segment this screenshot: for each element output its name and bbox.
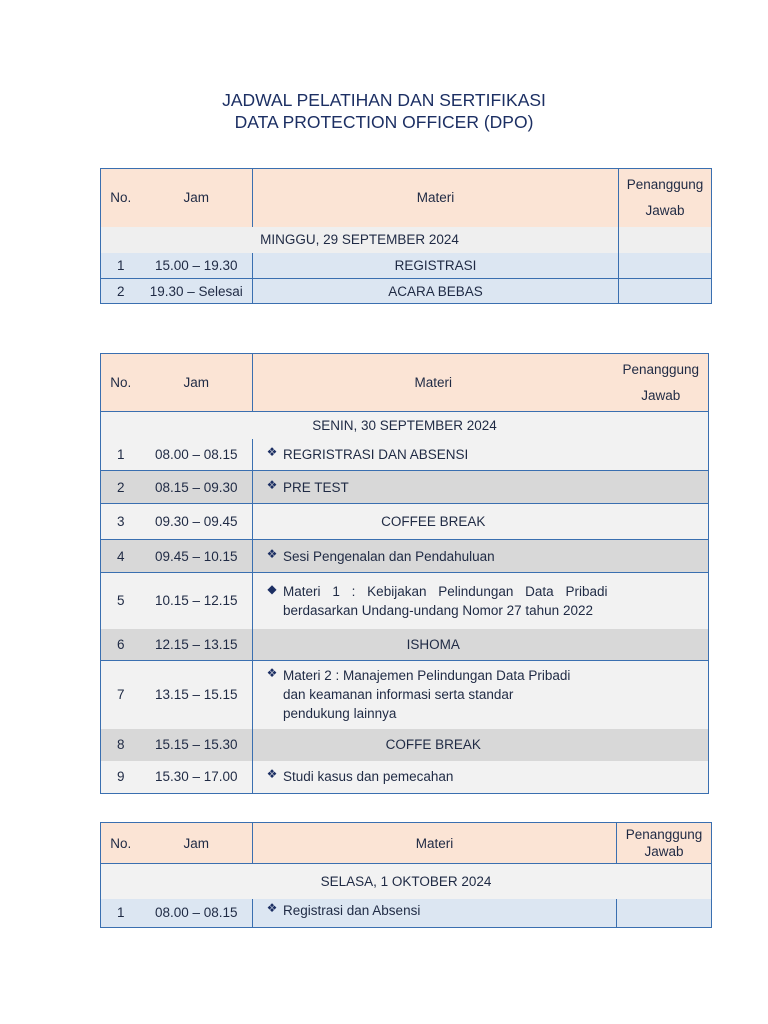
bullet-icon: ❖ [266, 444, 278, 459]
table-row: 2 19.30 – Selesai ACARA BEBAS [101, 279, 712, 304]
bullet-icon: ❖ [266, 477, 278, 492]
header-materi: Materi [253, 354, 614, 412]
table-row: 3 09.30 – 09.45 COFFEE BREAK [101, 504, 709, 540]
schedule-table-tuesday [100, 822, 712, 928]
bullet-icon: ❖ [266, 546, 278, 561]
bullet-icon: ❖ [266, 767, 278, 782]
table-row: 9 15.30 – 17.00 ❖ Studi kasus dan pemecahan [101, 761, 709, 794]
header-no: No. [101, 354, 141, 412]
table-row: 1 08.00 – 08.15 ❖ REGRISTRASI DAN ABSENSI [101, 439, 709, 471]
header-materi: Materi [253, 169, 619, 227]
bullet-icon: ❖ [266, 666, 278, 681]
header-jam: Jam [141, 169, 253, 227]
table-row: 1 15.00 – 19.30 REGISTRASI [101, 253, 712, 279]
bullet-icon: ❖ [266, 900, 278, 915]
header-jam: Jam [141, 823, 253, 864]
table-row: 4 09.45 – 10.15 ❖ Sesi Pengenalan dan Pendahuluan [101, 540, 709, 573]
day-label: SELASA, 1 OKTOBER 2024 [101, 864, 712, 899]
header-penanggung-jawab: Penanggung Jawab [617, 823, 712, 864]
header-materi: Materi [253, 823, 617, 864]
table-row: 2 08.15 – 09.30 ❖ PRE TEST [101, 471, 709, 504]
schedule-table-monday [100, 353, 709, 794]
table-row: 1 08.00 – 08.15 ❖ Registrasi dan Absensi [101, 899, 712, 928]
day-label: MINGGU, 29 SEPTEMBER 2024 [101, 227, 619, 253]
bullet-icon: ◆ [267, 581, 277, 596]
header-no: No. [101, 169, 141, 227]
document-title: JADWAL PELATIHAN DAN SERTIFIKASI [222, 90, 546, 110]
header-jam: Jam [141, 354, 253, 412]
table-row: 5 10.15 – 12.15 ◆ Materi 1 : Kebijakan Pelindungan Data Pribadi berdasarkan Undang-undang Nomor 27 tahun 2022 [101, 573, 709, 629]
day-label: SENIN, 30 SEPTEMBER 2024 [101, 412, 709, 439]
table-row: 7 13.15 – 15.15 ❖ Materi 2 : Manajemen Pelindungan Data Pribadi dan keamanan informasi serta standar pendukung lainnya [101, 661, 709, 729]
header-penanggung-jawab: Penanggung Jawab [614, 354, 709, 412]
schedule-table-sunday [100, 168, 712, 304]
table-row: 6 12.15 – 13.15 ISHOMA [101, 629, 709, 661]
table-row: 8 15.15 – 15.30 COFFE BREAK [101, 729, 709, 761]
document-subtitle: DATA PROTECTION OFFICER (DPO) [234, 112, 534, 132]
header-penanggung-jawab: Penanggung Jawab [619, 169, 712, 227]
header-no: No. [101, 823, 141, 864]
